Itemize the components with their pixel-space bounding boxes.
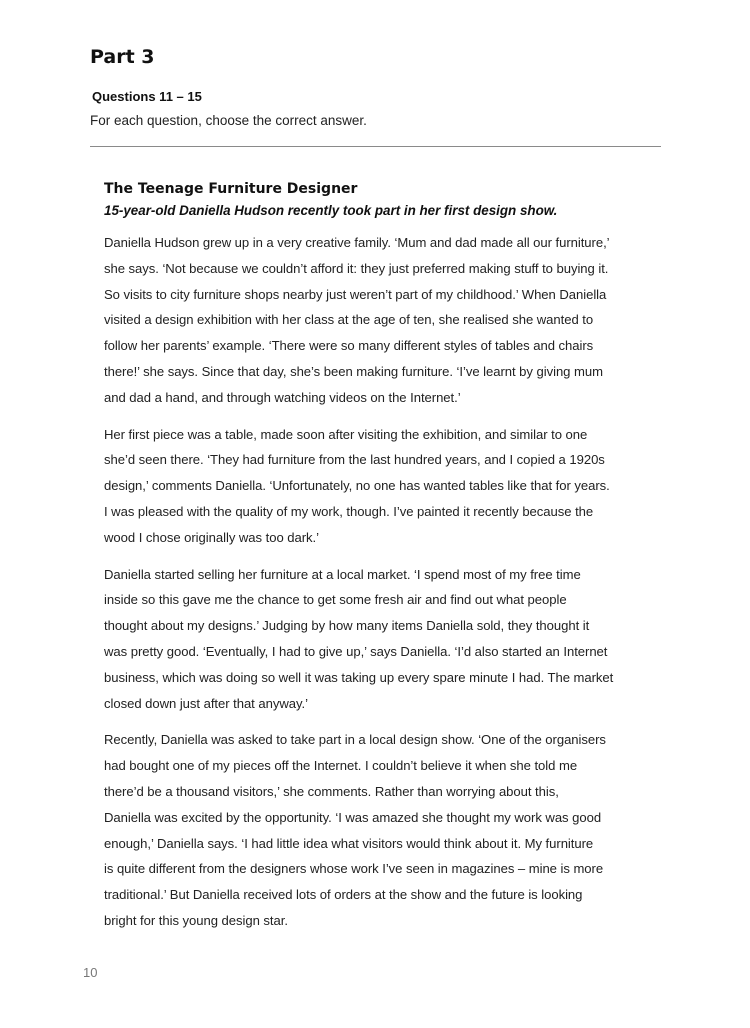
instruction-text: For each question, choose the correct answer. xyxy=(90,113,367,128)
divider xyxy=(90,146,661,147)
paragraph-line: is quite different from the designers whose work I’ve seen in magazines – mine is more xyxy=(104,861,604,877)
paragraph-line: there!’ she says. Since that day, she’s been making furniture. ‘I’ve learnt by giving mum xyxy=(104,363,603,379)
part-title: Part 3 xyxy=(90,46,155,68)
paragraph-1 xyxy=(104,230,664,411)
article-subtitle: 15-year-old Daniella Hudson recently took part in her first design show. xyxy=(104,203,558,218)
paragraph-line: Her first piece was a table, made soon after visiting the exhibition, and similar to one xyxy=(104,426,588,442)
paragraph-line: wood I chose originally was too dark.’ xyxy=(104,529,319,545)
paragraph-line: traditional.’ But Daniella received lots of orders at the show and the future is looking xyxy=(104,887,583,903)
paragraph-line: was pretty good. ‘Eventually, I had to give up,’ says Daniella. ‘I’d also started an Internet xyxy=(104,643,608,659)
paragraph-2 xyxy=(104,422,664,551)
paragraph-line: bright for this young design star. xyxy=(104,912,288,928)
paragraph-line: she’d seen there. ‘They had furniture from the last hundred years, and I copied a 1920s xyxy=(104,452,605,468)
paragraph-line: business, which was doing so well it was taking up every spare minute I had. The market xyxy=(104,669,614,685)
paragraph-line: follow her parents’ example. ‘There were so many different styles of tables and chairs xyxy=(104,338,594,354)
article-title: The Teenage Furniture Designer xyxy=(104,181,358,197)
paragraph-line: closed down just after that anyway.’ xyxy=(104,695,308,711)
paragraph-4 xyxy=(104,727,664,933)
paragraph-3 xyxy=(104,562,664,717)
paragraph-line: Daniella was excited by the opportunity. ‘I was amazed she thought my work was good xyxy=(104,809,602,825)
questions-range: Questions 11 – 15 xyxy=(92,89,202,104)
paragraph-line: I was pleased with the quality of my work, though. I’ve painted it recently because the xyxy=(104,503,594,519)
paragraph-line: Recently, Daniella was asked to take part in a local design show. ‘One of the organisers xyxy=(104,732,606,748)
paragraph-line: had bought one of my pieces off the Internet. I couldn’t believe it when she told me xyxy=(104,758,578,774)
article xyxy=(104,180,664,934)
paragraph-line: Daniella started selling her furniture at a local market. ‘I spend most of my free time xyxy=(104,566,581,582)
paragraph-line: and dad a hand, and through watching videos on the Internet.’ xyxy=(104,389,461,405)
page-number: 10 xyxy=(83,965,98,980)
paragraph-line: she says. ‘Not because we couldn’t afford it: they just preferred making stuff to buying it. xyxy=(104,260,609,276)
paragraph-line: thought about my designs.’ Judging by how many items Daniella sold, they thought it xyxy=(104,618,590,634)
paragraph-line: design,’ comments Daniella. ‘Unfortunately, no one has wanted tables like that for years. xyxy=(104,478,610,494)
paragraph-line: visited a design exhibition with her class at the age of ten, she realised she wanted to xyxy=(104,312,594,328)
paragraph-line: inside so this gave me the chance to get some fresh air and find out what people xyxy=(104,592,567,608)
paragraph-line: there’d be a thousand visitors,’ she comments. Rather than worrying about this, xyxy=(104,783,559,799)
paragraph-line: So visits to city furniture shops nearby just weren’t part of my childhood.’ When Daniella xyxy=(104,286,607,302)
paragraph-line: enough,’ Daniella says. ‘I had little idea what visitors would think about it. My furniture xyxy=(104,835,594,851)
paragraph-line: Daniella Hudson grew up in a very creative family. ‘Mum and dad made all our furniture,’ xyxy=(104,235,610,250)
